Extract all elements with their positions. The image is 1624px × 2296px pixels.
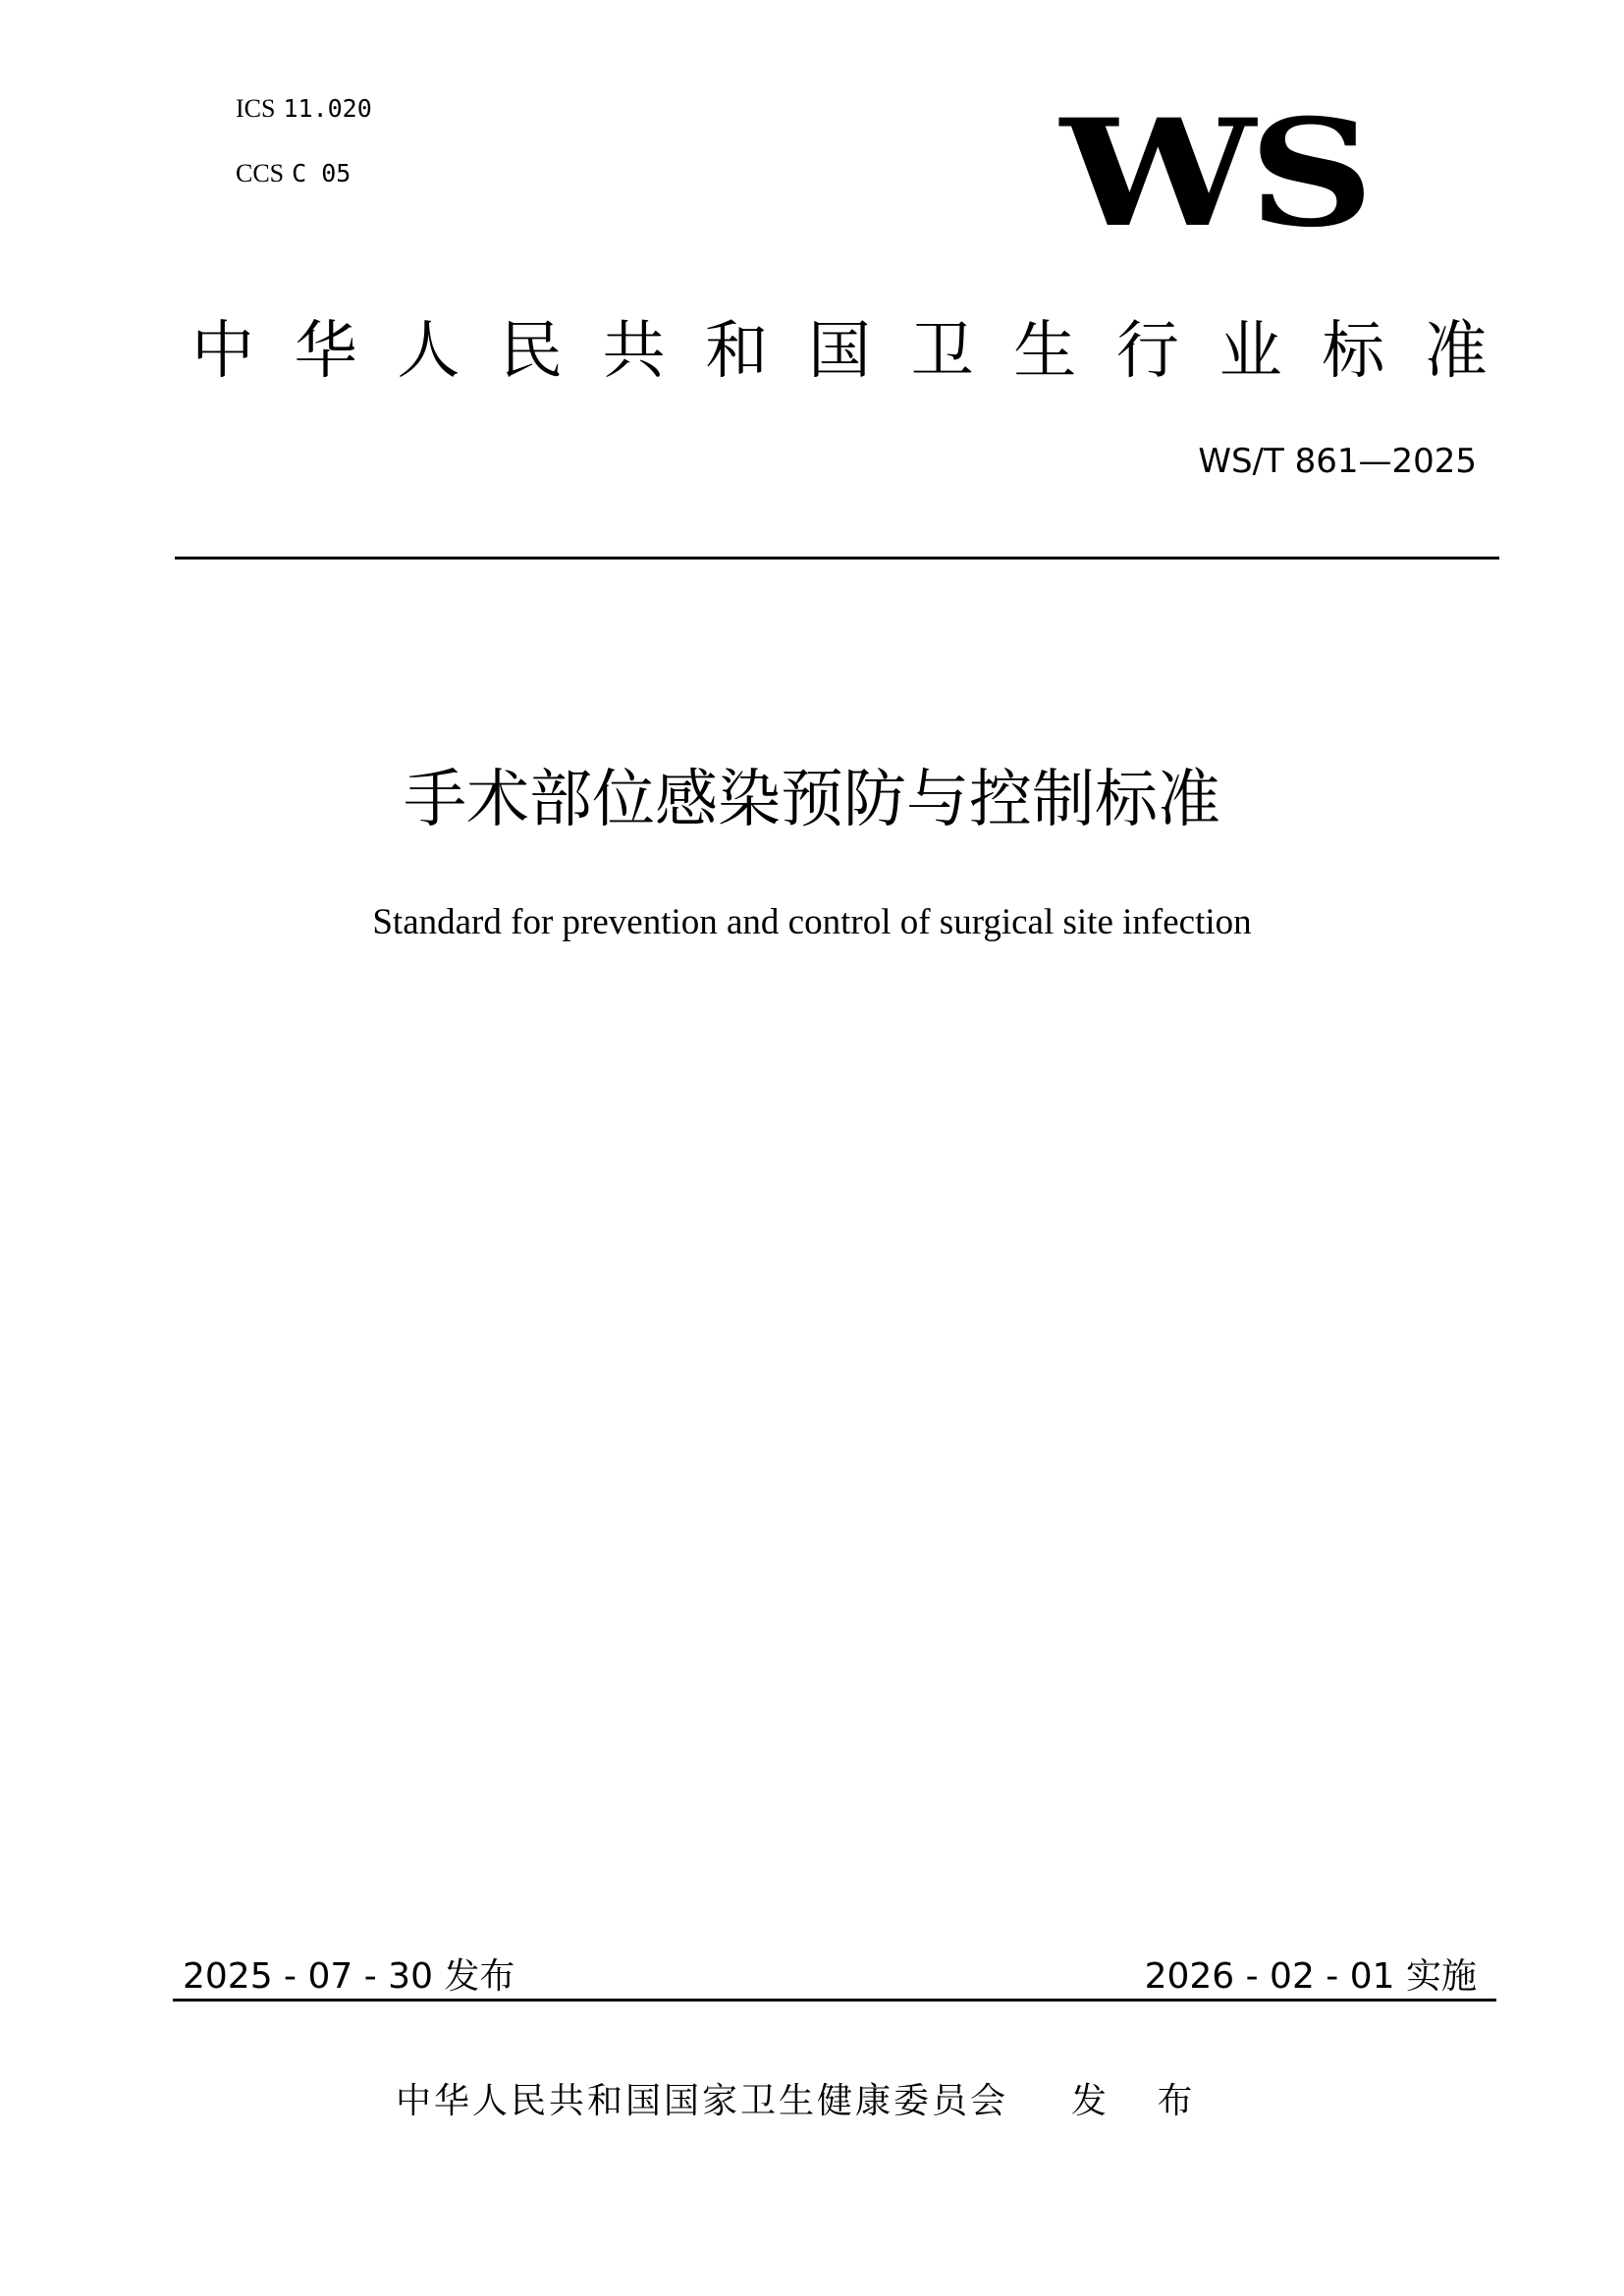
title-chinese: 手术部位感染预防与控制标准 — [404, 764, 1220, 836]
standard-type-char: 准 — [1424, 315, 1488, 388]
issued-label: 发 布 — [1071, 2081, 1213, 2121]
ws-logo — [1060, 87, 1399, 260]
issuing-authority: 中华人民共和国国家卫生健康委员会 — [396, 2081, 1009, 2121]
standard-type-char: 国 — [807, 315, 871, 388]
standard-type-char: 标 — [1322, 315, 1385, 388]
standard-type-char: 民 — [499, 315, 563, 388]
ws-logo-text: WS — [1060, 87, 1368, 260]
standard-type-char: 华 — [294, 315, 357, 388]
standard-number: WS/T 861—2025 — [1198, 442, 1477, 481]
ccs-classification — [236, 159, 351, 188]
standard-type-char: 卫 — [910, 315, 974, 388]
ics-label: ICS — [236, 94, 276, 123]
issuer-line — [396, 2073, 1212, 2123]
standard-type-char: 生 — [1013, 315, 1077, 388]
standard-type-heading — [191, 312, 1488, 391]
standard-type-char: 共 — [602, 315, 666, 388]
standard-type-char: 人 — [397, 315, 460, 388]
ccs-label: CCS — [236, 159, 285, 187]
implementation-date: 2026 - 02 - 01 实施 — [1144, 1956, 1477, 1997]
standard-type-char: 中 — [191, 315, 254, 388]
standard-type-char: 行 — [1115, 315, 1179, 388]
ics-classification — [236, 94, 372, 124]
standard-type-char: 和 — [705, 315, 769, 388]
title-english: Standard for prevention and control of surgical site infection — [372, 902, 1252, 942]
ics-code: 11.020 — [283, 94, 372, 123]
standard-type-char: 业 — [1218, 315, 1282, 388]
issue-date: 2025 - 07 - 30 发布 — [183, 1956, 515, 1997]
ccs-code: C 05 — [292, 159, 352, 187]
header-divider — [175, 557, 1499, 560]
footer-divider — [173, 1999, 1496, 2002]
